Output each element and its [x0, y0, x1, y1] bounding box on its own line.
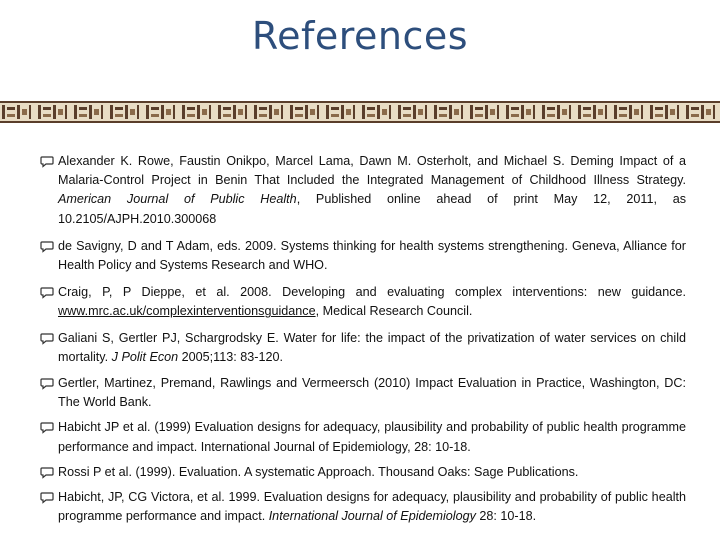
reference-text: Craig, P, P Dieppe, et al. 2008. Developing and evaluating complex interventions: new guidance. www.mrc.ac.uk/complexinterventionsguidance, Medical Research Council. [58, 285, 686, 319]
chat-bubble-icon [40, 239, 54, 253]
chat-bubble-icon [40, 285, 54, 299]
chat-bubble-icon [40, 420, 54, 434]
reference-item [40, 418, 686, 456]
reference-text: de Savigny, D and T Adam, eds. 2009. Systems thinking for health systems strengthening. Geneva, Alliance for Health Policy and Systems Research and WHO. [58, 238, 686, 273]
chat-bubble-icon [40, 331, 54, 345]
decorative-pattern-band [0, 101, 720, 123]
reference-item [40, 374, 686, 412]
reference-item [40, 152, 686, 229]
reference-text: Alexander K. Rowe, Faustin Onikpo, Marcel Lama, Dawn M. Osterholt, and Michael S. Deming Impact of a Malaria-Control Project in Benin That Included the Integrated Management of Childhood Illness Strategy. American Journal of Public Health, Published online ahead of print May 12, 2011, as 10.2105/AJPH.2010.300068 [58, 154, 686, 226]
chat-bubble-icon [40, 465, 54, 479]
reference-text: Rossi P et al. (1999). Evaluation. A systematic Approach. Thousand Oaks: Sage Publications. [58, 464, 579, 479]
page-title: References [251, 14, 469, 58]
reference-text: Habicht JP et al. (1999) Evaluation designs for adequacy, plausibility and probability of public health programme performance and impact. International Journal of Epidemiology, 28: 10-18. [58, 420, 686, 454]
chat-bubble-icon [40, 376, 54, 390]
reference-item [40, 283, 686, 321]
reference-item [40, 329, 686, 367]
reference-list [40, 152, 686, 532]
reference-item [40, 463, 686, 482]
reference-text: Habicht, JP, CG Victora, et al. 1999. Evaluation designs for adequacy, plausibility and probability of public health programme performance and impact. International Journal of Epidemiology 28: 10-18. [58, 490, 686, 524]
reference-item [40, 488, 686, 526]
reference-link[interactable]: www.mrc.ac.uk/complexinterventionsguidance [58, 304, 316, 319]
reference-text: Galiani S, Gertler PJ, Schargrodsky E. Water for life: the impact of the privatization of water services on child mortality. J Polit Econ 2005;113: 83-120. [58, 330, 686, 364]
reference-text: Gertler, Martinez, Premand, Rawlings and Vermeersch (2010) Impact Evaluation in Practice, Washington, DC: The World Bank. [58, 376, 686, 410]
chat-bubble-icon [40, 490, 54, 504]
chat-bubble-icon [40, 154, 54, 168]
reference-item [40, 237, 686, 275]
